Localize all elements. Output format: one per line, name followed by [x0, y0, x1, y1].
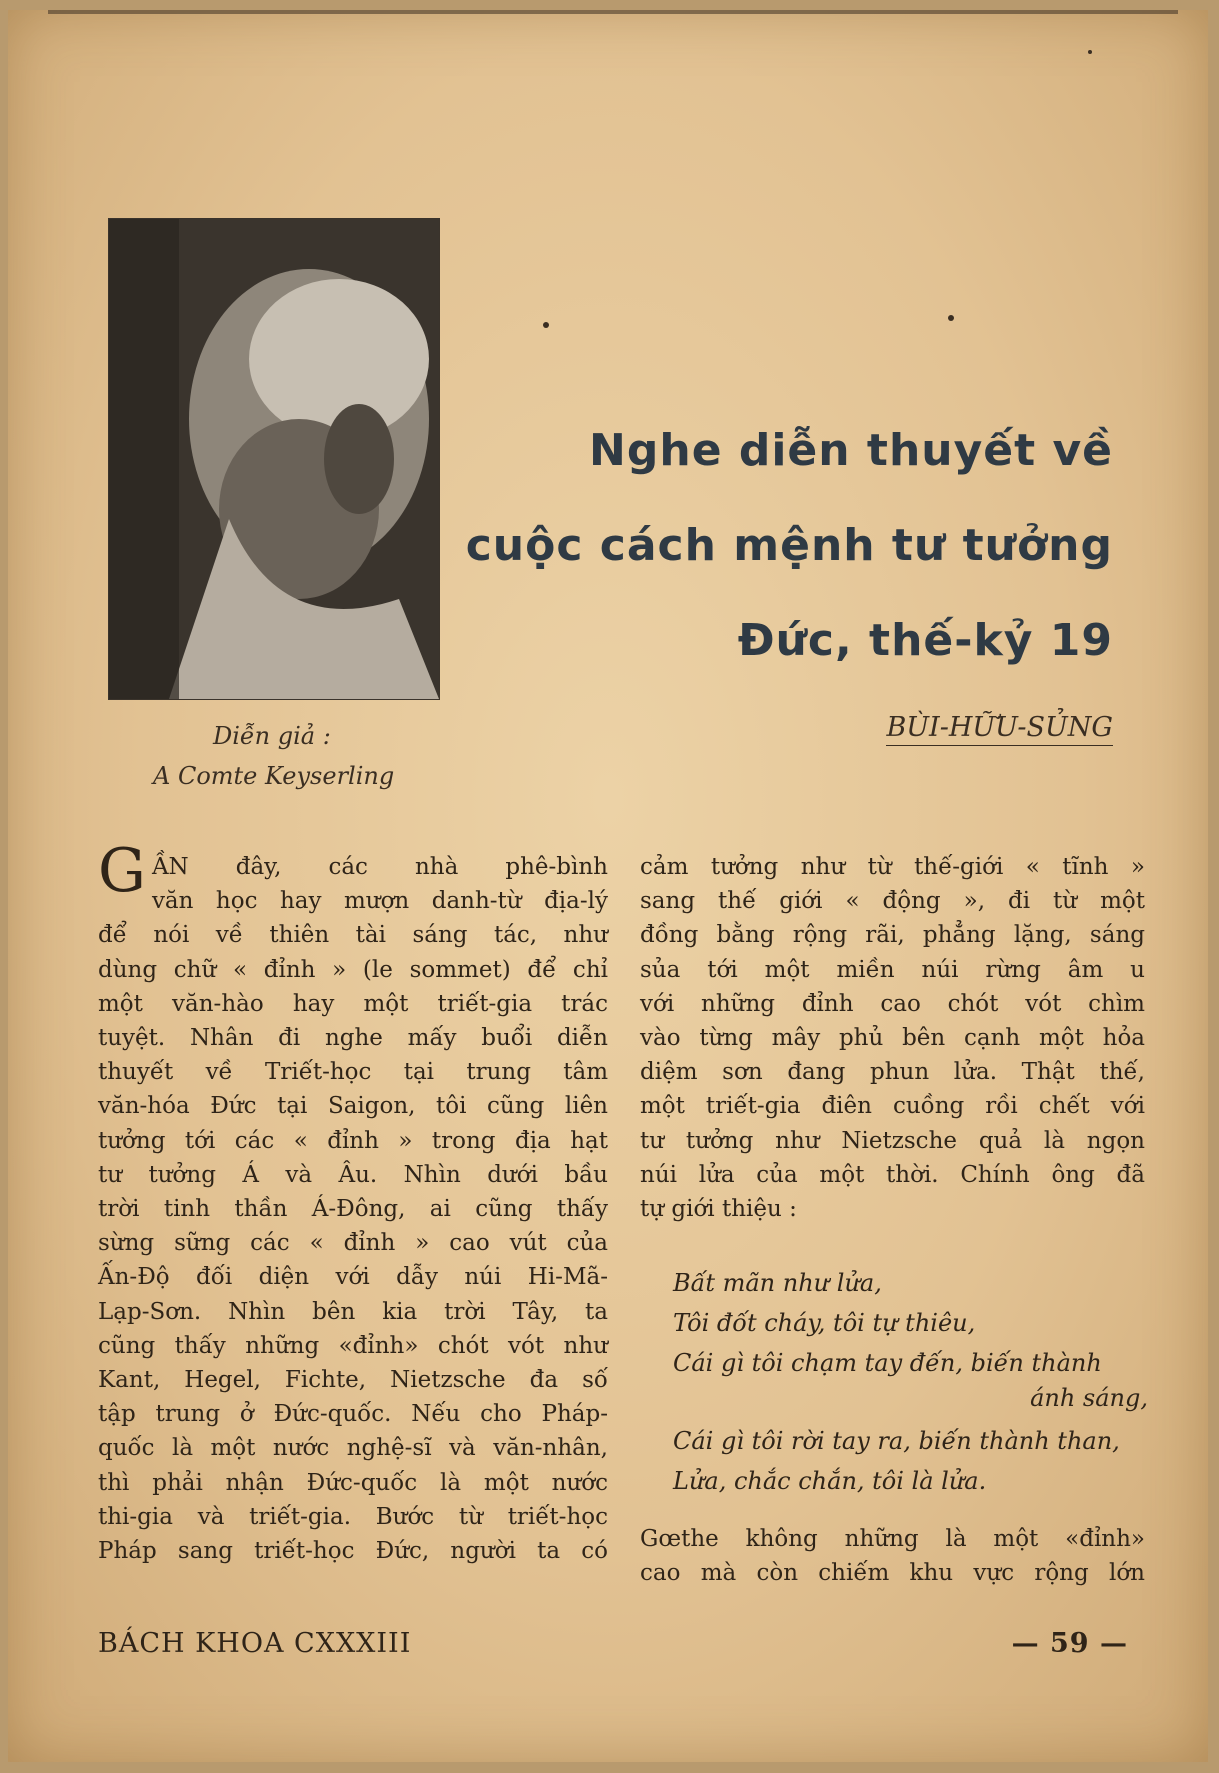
body-line: thi-gia và triết-gia. Bước từ triết-học [98, 1503, 608, 1530]
left-column [98, 836, 608, 1568]
portrait-illustration [109, 219, 439, 699]
body-line: ẦN đây, các nhà phê-bình [151, 854, 608, 880]
body-line: sang thế giới « động », đi từ một [640, 888, 1145, 915]
article-title-line-2: cuộc cách mệnh tư tưởng [465, 520, 1113, 571]
body-line: diệm sơn đang phun lửa. Thật thế, [640, 1059, 1145, 1086]
body-line: một triết-gia điên cuồng rồi chết với [640, 1093, 1145, 1120]
body-line: tập trung ở Đức-quốc. Nếu cho Pháp- [98, 1401, 608, 1428]
body-line: với những đỉnh cao chót vót chìm [640, 990, 1145, 1017]
body-line: thì phải nhận Đức-quốc là một nước [98, 1469, 608, 1496]
caption-speaker-name: A Comte Keyserling [153, 762, 395, 790]
article-title-line-3: Đức, thế-kỷ 19 [737, 615, 1113, 666]
poem-line: Lửa, chắc chắn, tôi là lửa. [673, 1467, 987, 1495]
poem-line: Cái gì tôi chạm tay đến, biến thành [673, 1349, 1102, 1377]
body-line: sủa tới một miền núi rừng âm u [640, 956, 1145, 983]
print-speck [948, 315, 954, 321]
poem-line: Bất mãn như lửa, [673, 1269, 882, 1297]
poem-line: Tôi đốt cháy, tôi tự thiêu, [673, 1309, 976, 1337]
body-line: Ấn-Độ đối diện với dẫy núi Hi-Mã- [98, 1264, 608, 1291]
body-line: tư tưởng Á và Âu. Nhìn dưới bầu [98, 1161, 608, 1188]
body-line: Pháp sang triết-học Đức, người ta có [98, 1538, 608, 1565]
body-line: vào từng mây phủ bên cạnh một hỏa [640, 1025, 1145, 1052]
body-line: dùng chữ « đỉnh » (le sommet) để chỉ [98, 956, 608, 983]
body-line: cao mà còn chiếm khu vực rộng lớn [640, 1560, 1145, 1587]
drop-cap: G [98, 836, 146, 906]
poem-line: Cái gì tôi rời tay ra, biến thành than, [673, 1427, 1120, 1455]
body-line: đồng bằng rộng rãi, phẳng lặng, sáng [640, 922, 1145, 949]
publication-footer: BÁCH KHOA CXXXIII [98, 1628, 412, 1659]
caption-speaker-label: Diễn giả : [213, 722, 331, 750]
page-number: — 59 — [1011, 1628, 1128, 1659]
poem-block [673, 1263, 1148, 1501]
body-line: núi lửa của một thời. Chính ông đã [640, 1161, 1145, 1188]
right-column [640, 850, 1145, 1226]
body-line: tư tưởng như Nietzsche quả là ngọn [640, 1127, 1145, 1154]
body-line: quốc là một nước nghệ-sĩ và văn-nhân, [98, 1435, 608, 1462]
body-line: tuyệt. Nhân đi nghe mấy buổi diễn [98, 1025, 608, 1052]
author-byline: BÙI-HỮU-SỦNG [886, 712, 1113, 746]
print-speck [543, 322, 549, 328]
article-title-line-1: Nghe diễn thuyết về [589, 425, 1113, 476]
body-line: văn-hóa Đức tại Saigon, tôi cũng liên [98, 1093, 608, 1120]
body-line: Gœthe không những là một «đỉnh» [640, 1526, 1145, 1552]
portrait-photo [108, 218, 440, 700]
body-line: sừng sững các « đỉnh » cao vút của [98, 1230, 608, 1257]
right-column-continued [640, 1522, 1145, 1590]
body-line: một văn-hào hay một triết-gia trác [98, 990, 608, 1017]
body-line: văn học hay mượn danh-từ địa-lý [151, 888, 608, 915]
print-speck [1088, 50, 1092, 54]
body-line: tự giới thiệu : [640, 1196, 797, 1223]
body-line: thuyết về Triết-học tại trung tâm [98, 1059, 608, 1086]
body-line: Kant, Hegel, Fichte, Nietzsche đa số [98, 1367, 608, 1394]
body-line: Lạp-Sơn. Nhìn bên kia trời Tây, ta [98, 1298, 608, 1325]
poem-line: ánh sáng, [1030, 1384, 1148, 1412]
body-line: trời tinh thần Á-Đông, ai cũng thấy [98, 1196, 608, 1223]
body-line: để nói về thiên tài sáng tác, như [98, 922, 608, 949]
top-rule [48, 10, 1178, 14]
body-line: cũng thấy những «đỉnh» chót vót như [98, 1332, 608, 1359]
body-line: tưởng tới các « đỉnh » trong địa hạt [98, 1127, 608, 1154]
body-line: cảm tưởng như từ thế-giới « tĩnh » [640, 854, 1145, 880]
magazine-page [8, 10, 1208, 1762]
